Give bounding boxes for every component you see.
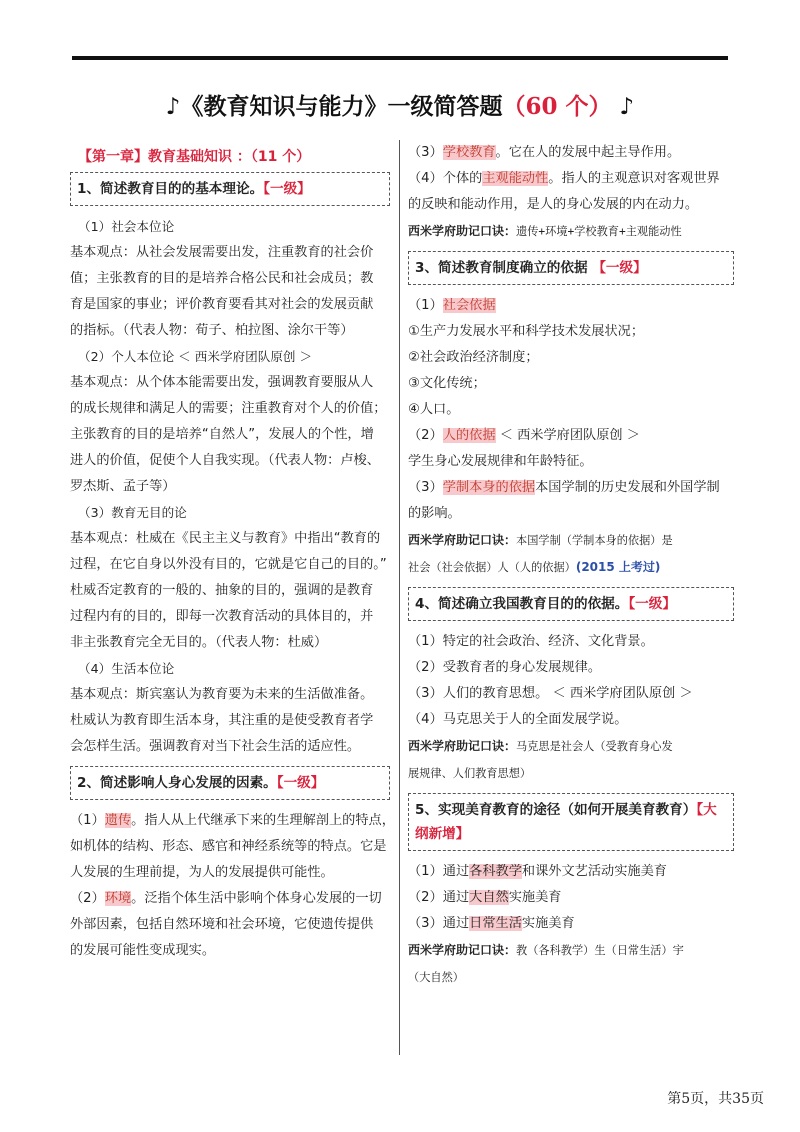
q1-s4-line: 基本观点：斯宾塞认为教育要为未来的生活做准备。	[70, 687, 374, 702]
q1-s2-line: 基本观点：从个体本能需要出发，强调教育要服从人	[70, 375, 374, 390]
q5-item-2: （2）通过大自然实施美育	[408, 890, 562, 905]
q3-a-line: ④人口。	[408, 402, 460, 417]
q1-s2-head: （2）个人本位论 ＜ 西米学府团队原创 ＞	[78, 349, 313, 364]
q2-memo: 西米学府助记口诀：遗传+环境+学校教育+主观能动性	[408, 224, 682, 238]
page-number: 第5页，共35页	[667, 1091, 764, 1107]
q2-item-2: （2）环境。泛指个体生活中影响个体身心发展的一切	[70, 891, 382, 906]
q3-b-line: 学生身心发展规律和年龄特征。	[408, 454, 593, 469]
q2-item-2-line: 外部因素，包括自然环境和社会环境，它使遗传提供	[70, 917, 374, 932]
q1-s3-line: 过程内有的目的，即每一次教育活动的具体目的，并	[70, 609, 374, 624]
q1-s1-line: 育是国家的事业；评价教育要看其对社会的发展贡献	[70, 297, 374, 312]
q1-s3-head: （3）教育无目的论	[78, 505, 187, 520]
q5-item-3: （3）通过日常生活实施美育	[408, 916, 575, 931]
q3-memo: 西米学府助记口诀：本国学制（学制本身的依据）是	[408, 533, 673, 547]
q1-s2-line: 进人的价值，促使个人自我实现。（代表人物：卢梭、	[70, 453, 380, 468]
q5-item-1: （1）通过各科教学和课外文艺活动实施美育	[408, 864, 667, 879]
q1-s4-line: 杜威认为教育即生活本身，其注重的是使受教育者学	[70, 713, 374, 728]
q2-item-1: （1）遗传。指人从上代继承下来的生理解剖上的特点，	[70, 813, 395, 828]
q1-s4-head: （4）生活本位论	[78, 661, 175, 676]
question-3-title: 3、简述教育制度确立的依据 【一级】	[408, 251, 734, 285]
q1-s1-head: （1）社会本位论	[78, 219, 175, 234]
q1-s3-line: 杜威否定教育的一般的、抽象的目的，强调的是教育	[70, 583, 374, 598]
q2-item-2-line: 的发展可能性变成现实。	[70, 943, 216, 958]
left-column	[70, 140, 395, 964]
q3-memo-cont: 社会（社会依据）人（人的依据）(2015 上考过)	[408, 560, 661, 574]
q4-item: （3）人们的教育思想。 ＜ 西米学府团队原创 ＞	[408, 686, 693, 701]
q2-item-3: （3）学校教育。它在人的发展中起主导作用。	[408, 145, 681, 160]
q1-s1-line: 基本观点：从社会发展需要出发，注重教育的社会价	[70, 245, 374, 260]
q1-s2-line: 罗杰斯、孟子等）	[70, 479, 176, 494]
q5-memo-cont: （大自然）	[408, 971, 464, 984]
q3-c-line: 的影响。	[408, 506, 461, 521]
question-2-title: 2、简述影响人身心发展的因素。【一级】	[70, 766, 390, 800]
q1-s2-line: 主张教育的目的是培养“自然人”，发展人的个性，增	[70, 427, 374, 442]
q2-item-1-line: 人发展的生理前提，为人的发展提供可能性。	[70, 865, 334, 880]
q4-item: （2）受教育者的身心发展规律。	[408, 660, 602, 675]
question-4-title: 4、简述确立我国教育目的的依据。【一级】	[408, 587, 734, 621]
top-rule	[72, 56, 728, 60]
q2-item-1-line: 如机体的结构、形态、感官和神经系统等的特点。它是	[70, 839, 387, 854]
q3-a-line: ②社会政治经济制度；	[408, 350, 539, 365]
chapter-heading: 【第一章】教育基础知识 ：（11 个）	[78, 149, 311, 165]
q1-s3-line: 过程，在它自身以外没有目的，它就是它自己的目的。”	[70, 557, 387, 572]
q2-item-4-line: 的反映和能动作用，是人的身心发展的内在动力。	[408, 197, 699, 212]
q1-s1-line: 的指标。（代表人物：荀子、柏拉图、涂尔干等）	[70, 323, 354, 338]
q1-s2-line: 的成长规律和满足人的需要；注重教育对个人的价值；	[70, 401, 387, 416]
q4-memo: 西米学府助记口诀：马克思是社会人（受教育身心发	[408, 739, 673, 753]
q3-item-c: （3）学制本身的依据本国学制的历史发展和外国学制	[408, 480, 720, 495]
q3-item-b: （2）人的依据 ＜ 西米学府团队原创 ＞	[408, 428, 640, 443]
right-column	[408, 140, 734, 991]
question-5-title: 5、实现美育教育的途径（如何开展美育教育）【大 纲新增】	[408, 793, 734, 851]
q3-item-a: （1）社会依据	[408, 298, 496, 313]
q4-memo-cont: 展规律、人们教育思想）	[408, 767, 532, 780]
q3-a-line: ③文化传统；	[408, 376, 486, 391]
q4-item: （1）特定的社会政治、经济、文化背景。	[408, 634, 654, 649]
q1-s1-line: 值；主张教育的目的是培养合格公民和社会成员；教	[70, 271, 374, 286]
q4-item: （4）马克思关于人的全面发展学说。	[408, 712, 628, 727]
question-1-title: 1、简述教育目的的基本理论。【一级】	[70, 172, 390, 206]
q2-item-4: （4）个体的主观能动性。指人的主观意识对客观世界	[408, 171, 720, 186]
q3-a-line: ①生产力发展水平和科学技术发展状况；	[408, 324, 645, 339]
column-divider	[399, 140, 400, 1055]
q1-s4-line: 会怎样生活。强调教育对当下社会生活的适应性。	[70, 739, 361, 754]
page-title: ♪《教育知识与能力》一级简答题（60 个） ♪	[165, 93, 635, 120]
q1-s3-line: 基本观点：杜威在《民主主义与教育》中指出“教育的	[70, 531, 381, 546]
q1-s3-line: 非主张教育完全无目的。（代表人物：杜威）	[70, 635, 328, 650]
q5-memo: 西米学府助记口诀：教（各科教学）生（日常生活）宇	[408, 943, 684, 957]
